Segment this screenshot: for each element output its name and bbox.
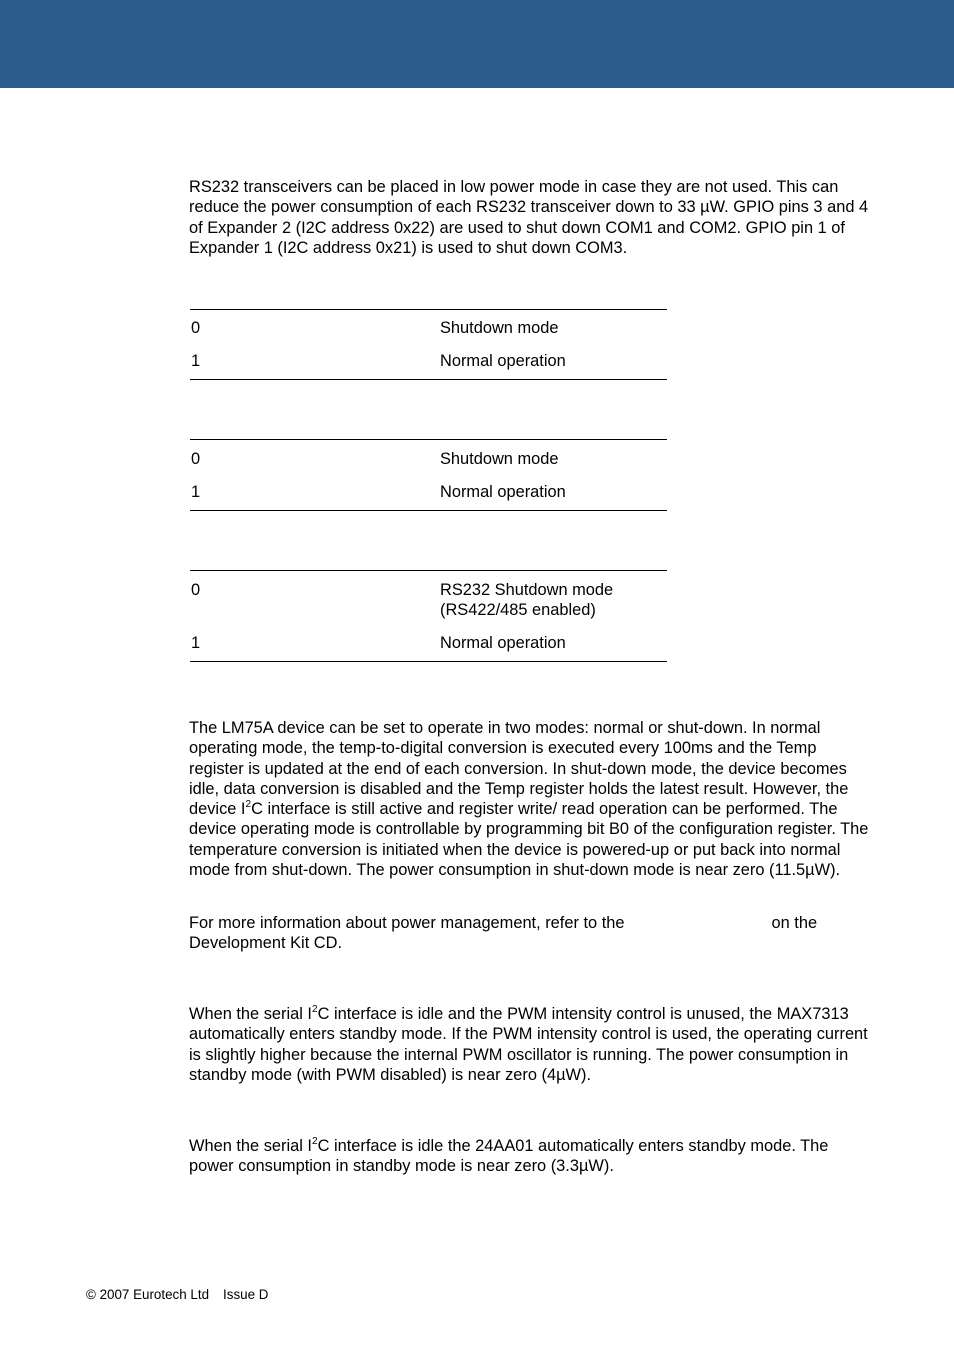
max7313-text-part: C interface is idle and the PWM intensity control is unused, the MAX7313 automatically enters standby mode. If the PWM intensity control is used, the operating current is slightly higher because the internal PWM oscillator is running. The power consumption in standby mode (with PWM disabled) is near zero (4µW).	[189, 1005, 868, 1084]
footer-copyright: © 2007 Eurotech Ltd	[86, 1287, 210, 1302]
com1-shutdown-table	[190, 309, 667, 380]
lm75a-text-part: The LM75A device can be set to operate in two modes: normal or shut-down. In normal operating mode, the temp-to-digital conversion is executed every 100ms and the Temp register is updated at the end of each conversion. In shut-down mode, the device becomes idle, data conversion is disabled and the Temp register holds the latest result. However, the device I	[189, 719, 849, 819]
footer-issue: Issue D	[223, 1287, 269, 1302]
max7313-text-part: When the serial I	[189, 1005, 312, 1023]
table-cell-meaning: RS232 Shutdown mode (RS422/485 enabled)	[440, 581, 614, 619]
table-cell-meaning: Normal operation	[440, 352, 566, 370]
table-cell-meaning: Shutdown mode	[440, 450, 559, 468]
reference-text-after: on the Development Kit CD.	[189, 914, 818, 953]
lm75a-text-part: C interface is still active and register write/ read operation can be performed. The device operating mode is controllable by programming bit B0 of the configuration register. The temperature conversion is initiated when the device is powered-up or put back into normal mode from shut-down. The power consumption in shut-down mode is near zero (11.5µW).	[189, 800, 869, 880]
eeprom-text-part: C interface is idle the 24AA01 automatically enters standby mode. The power consumption in standby mode is near zero (3.3µW).	[189, 1137, 829, 1176]
lm75a-paragraph	[189, 718, 869, 880]
table-cell-meaning: Normal operation	[440, 634, 566, 652]
max7313-paragraph	[189, 1004, 869, 1085]
superscript: 2	[312, 1135, 318, 1147]
table-cell-value: 1	[191, 483, 201, 501]
com2-shutdown-table	[190, 439, 667, 511]
table-cell-meaning: Shutdown mode	[440, 319, 559, 337]
eeprom-paragraph	[189, 1136, 869, 1177]
power-management-reference	[189, 913, 869, 954]
table-cell-value: 1	[191, 352, 201, 370]
eeprom-text-part: When the serial I	[189, 1137, 312, 1155]
header-band	[0, 0, 954, 88]
intro-paragraph: RS232 transceivers can be placed in low power mode in case they are not used. This can reduce the power consumption of each RS232 transceiver down to 33 µW. GPIO pins 3 and 4 of Expander 2 (I2C address 0x22) are used to shut down COM1 and COM2. GPIO pin 1 of Expander 1 (I2C address 0x21) is used to shut down COM3.	[189, 178, 869, 257]
com3-shutdown-table	[190, 570, 667, 662]
table-cell-meaning: Normal operation	[440, 483, 566, 501]
table-cell-value: 0	[191, 319, 201, 337]
page-footer	[86, 1287, 268, 1303]
reference-text-before: For more information about power management, refer to the	[189, 914, 625, 932]
table-cell-value: 0	[191, 581, 201, 599]
table-cell-value: 1	[191, 634, 201, 652]
superscript: 2	[312, 1003, 318, 1015]
table-cell-value: 0	[191, 450, 201, 468]
superscript: 2	[245, 798, 252, 810]
